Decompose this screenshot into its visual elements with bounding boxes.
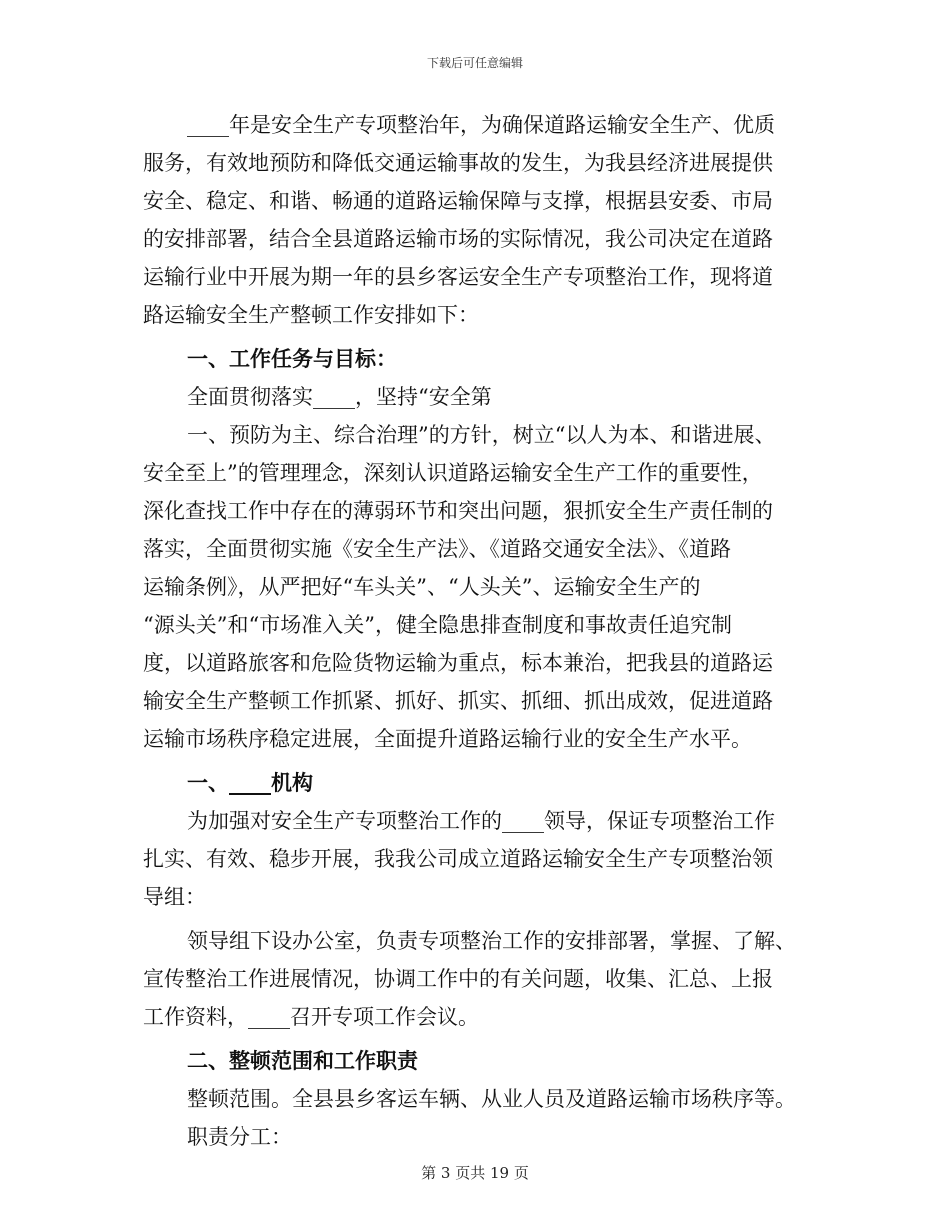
text-line: 输安全生产整顿工作抓紧、抓好、抓实、抓细、抓出成效，促进道路 — [143, 689, 773, 713]
section-heading: 一、____机构 — [187, 770, 313, 795]
text-line: ____年是安全生产专项整治年，为确保道路运输安全生产、优质 — [187, 113, 775, 137]
text-line: 安全、稳定、和谐、畅通的道路运输保障与支撑，根据县安委、市局 — [143, 189, 773, 213]
text-line: 职责分工： — [187, 1125, 292, 1149]
text-line: 服务，有效地预防和降低交通运输事故的发生，为我县经济进展提供 — [143, 151, 773, 175]
text-line: 为加强对安全生产专项整治工作的____领导，保证专项整治工作 — [187, 809, 775, 833]
text-line: “源头关”和“市场准入关”，健全隐患排查制度和事故责任追究制 — [143, 613, 732, 637]
page-footer: 第 3 页共 19 页 — [421, 1164, 529, 1182]
section-heading: 一、工作任务与目标： — [187, 346, 397, 371]
text-line: 的安排部署，结合全县道路运输市场的实际情况，我公司决定在道路 — [143, 227, 773, 251]
text-line: 深化查找工作中存在的薄弱环节和突出问题，狠抓安全生产责任制的 — [143, 499, 773, 523]
section-heading: 二、整顿范围和工作职责 — [187, 1048, 418, 1073]
text-line: 扎实、有效、稳步开展，我我公司成立道路运输安全生产专项整治领 — [143, 847, 773, 871]
text-line: 工作资料，____召开专项工作会议。 — [143, 1005, 479, 1029]
text-line: 宣传整治工作进展情况，协调工作中的有关问题，收集、汇总、上报 — [143, 967, 773, 991]
text-line: 路运输安全生产整顿工作安排如下： — [143, 303, 479, 327]
text-line: 领导组下设办公室，负责专项整治工作的安排部署，掌握、了解、 — [187, 929, 796, 953]
text-line: 运输市场秩序稳定进展，全面提升道路运输行业的安全生产水平。 — [143, 727, 752, 751]
text-line: 运输行业中开展为期一年的县乡客运安全生产专项整治工作，现将道 — [143, 265, 773, 289]
text-line: 全面贯彻落实____，坚持“安全第 — [187, 385, 492, 409]
text-line: 度，以道路旅客和危险货物运输为重点，标本兼治，把我县的道路运 — [143, 651, 773, 675]
text-line: 导组： — [143, 885, 206, 909]
document-body — [143, 106, 811, 1156]
text-line: 落实，全面贯彻实施《安全生产法》、《道路交通安全法》、《道路 — [143, 537, 731, 561]
text-line: 运输条例》，从严把好“车头关”、“人头关”、运输安全生产的 — [143, 575, 701, 599]
header-note: 下载后可任意编辑 — [426, 56, 523, 70]
text-line: 一、预防为主、综合治理”的方针，树立“以人为本、和谐进展、 — [187, 423, 776, 447]
text-line: 整顿范围。全县县乡客运车辆、从业人员及道路运输市场秩序等。 — [187, 1087, 796, 1111]
text-line: 安全至上”的管理理念，深刻认识道路运输安全生产工作的重要性， — [143, 461, 763, 485]
